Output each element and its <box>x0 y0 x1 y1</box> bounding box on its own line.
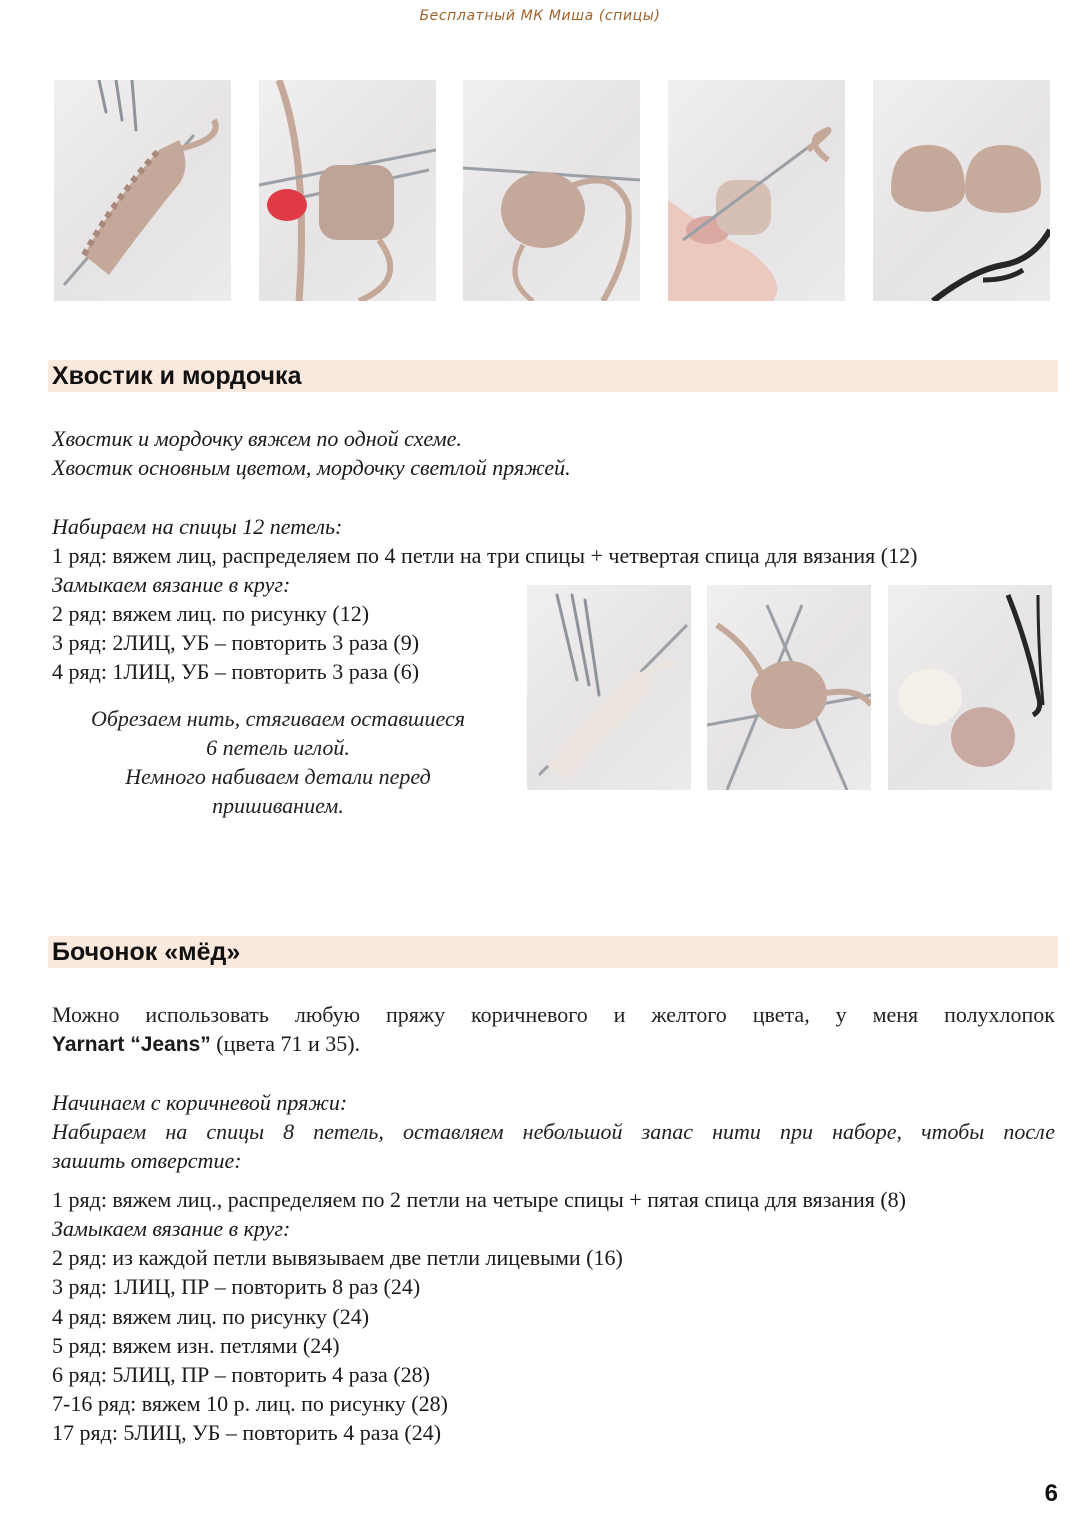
intro-line: Хвостик и мордочку вяжем по одной схеме. <box>52 426 462 451</box>
yarn-description-line: Можно использовать любую пряжу коричневого и желтого цвета, у меня полухлопок <box>52 1002 1055 1027</box>
intro-line: Хвостик основным цветом, мордочку светлой пряжей. <box>52 455 571 480</box>
photo-ball-in-hand <box>668 80 845 301</box>
row-instruction: 2 ряд: из каждой петли вывязываем две петли лицевыми (16) <box>52 1245 623 1270</box>
document-header-title: Бесплатный МК Миша (спицы) <box>419 8 661 24</box>
row-instruction: 7-16 ряд: вяжем 10 р. лиц. по рисунку (28) <box>52 1391 448 1416</box>
note-line: Немного набиваем детали перед <box>125 764 431 789</box>
cast-on-instruction-continuation: зашить отверстие: <box>52 1148 242 1173</box>
row-instruction: 3 ряд: 1ЛИЦ, ПР – повторить 8 раз (24) <box>52 1274 421 1299</box>
photo-ball-on-needles <box>463 80 640 301</box>
section-heading-bar <box>48 360 1058 392</box>
yarn-colors: (цвета 71 и 35). <box>210 1031 361 1056</box>
row-instruction: 1 ряд: вяжем лиц., распределяем по 2 петли на четыре спицы + пятая спица для вязания (8) <box>52 1187 907 1212</box>
cast-on-instruction: Набираем на спицы 8 петель, оставляем небольшой запас нити при наборе, чтобы после <box>52 1119 1055 1144</box>
row-instruction: 6 ряд: 5ЛИЦ, ПР – повторить 4 раза (28) <box>52 1362 430 1387</box>
finishing-note <box>52 704 504 820</box>
note-line: 6 петель иглой. <box>206 735 350 760</box>
photo-knitting-strip <box>54 80 231 301</box>
row-instruction: 3 ряд: 2ЛИЦ, УБ – повторить 3 раза (9) <box>52 630 420 655</box>
cast-on-instruction: Набираем на спицы 12 петель: <box>52 514 343 539</box>
row-instruction: 4 ряд: вяжем лиц. по рисунку (24) <box>52 1304 370 1329</box>
row-instruction: 2 ряд: вяжем лиц. по рисунку (12) <box>52 601 370 626</box>
photo-two-balls-scissors <box>873 80 1050 301</box>
page-number: 6 <box>1044 1480 1058 1507</box>
yarn-brand-name: Yarnart “Jeans” <box>52 1033 211 1056</box>
section-heading: Бочонок «мёд» <box>52 938 241 966</box>
note-line: пришиванием. <box>212 793 344 818</box>
section-heading-bar <box>48 936 1058 968</box>
photo-white-strip-needles <box>527 585 691 790</box>
section-heading: Хвостик и мордочка <box>52 362 302 390</box>
row-instruction: 4 ряд: 1ЛИЦ, УБ – повторить 3 раза (6) <box>52 659 420 684</box>
photo-marker-needles <box>259 80 436 301</box>
photo-ball-on-crossed-needles <box>707 585 871 790</box>
row-instruction: 1 ряд: вяжем лиц, распределяем по 4 петли на три спицы + четвертая спица для вязания (12) <box>52 543 918 568</box>
start-instruction: Начинаем с коричневой пряжи: <box>52 1090 348 1115</box>
row-instruction: 17 ряд: 5ЛИЦ, УБ – повторить 4 раза (24) <box>52 1420 442 1445</box>
join-instruction: Замыкаем вязание в круг: <box>52 1216 291 1241</box>
row-instruction: 5 ряд: вяжем изн. петлями (24) <box>52 1333 340 1358</box>
yarn-description-continuation <box>52 1029 360 1059</box>
photo-white-and-pink-balls <box>888 585 1052 790</box>
note-line: Обрезаем нить, стягиваем оставшиеся <box>90 706 465 731</box>
join-instruction: Замыкаем вязание в круг: <box>52 572 291 597</box>
